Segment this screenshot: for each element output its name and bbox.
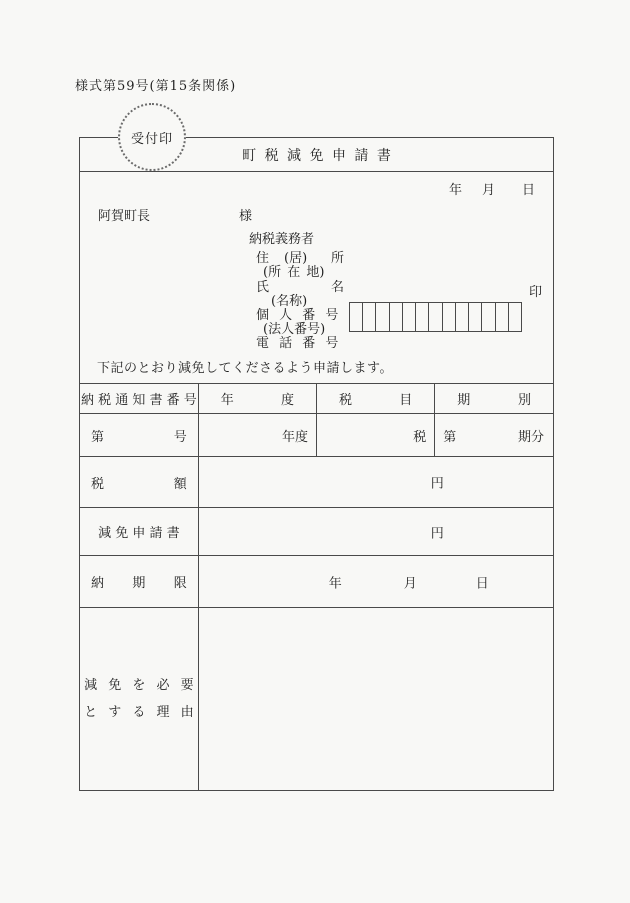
fiscal-year-cell: 年度 bbox=[198, 414, 316, 457]
exemption-label-cell: 減 免 申 請 書 bbox=[80, 508, 198, 556]
addressee-name: 阿賀町長 bbox=[98, 209, 151, 224]
number-box-cell bbox=[415, 303, 428, 331]
due-day-label: 日 bbox=[475, 576, 489, 591]
reception-stamp-label: 受付印 bbox=[130, 131, 173, 147]
number-box-cell bbox=[468, 303, 481, 331]
notice-number-row bbox=[80, 414, 553, 457]
name-label-right: 名 bbox=[331, 280, 345, 295]
reason-row bbox=[80, 608, 553, 790]
exemption-amount-row bbox=[80, 508, 553, 556]
due-date-label-cell bbox=[80, 556, 198, 608]
name-label-left: 氏 bbox=[256, 280, 270, 295]
yen-unit-label: 円 bbox=[430, 476, 444, 492]
tax-amount-row bbox=[80, 457, 553, 508]
form-upper-section bbox=[80, 172, 553, 383]
due-date-label-l: 納 bbox=[91, 576, 105, 591]
period-prefix: 第 bbox=[443, 429, 457, 445]
tax-amount-label-r: 額 bbox=[173, 476, 187, 492]
addressee-honorific: 様 bbox=[239, 209, 253, 224]
exemption-table bbox=[80, 383, 553, 790]
reason-label-line2: と す る 理 由 bbox=[84, 704, 194, 720]
header-fiscal-year bbox=[198, 384, 316, 414]
header-period-r: 別 bbox=[517, 393, 531, 408]
number-box-cell bbox=[428, 303, 441, 331]
number-box-cell bbox=[362, 303, 375, 331]
notice-number-cell bbox=[80, 414, 198, 457]
table-header-row bbox=[80, 384, 553, 414]
due-date-label-r: 限 bbox=[173, 576, 187, 591]
header-fiscal-year-r: 度 bbox=[280, 393, 294, 408]
header-tax-item-l: 税 bbox=[339, 393, 353, 408]
number-box-cell bbox=[375, 303, 388, 331]
tax-amount-label-l: 税 bbox=[91, 476, 105, 492]
date-year-label: 年 bbox=[449, 183, 463, 198]
due-date-value-cell bbox=[198, 556, 553, 608]
corporate-number-label: (法人番号) bbox=[263, 322, 326, 337]
due-month-label: 月 bbox=[403, 576, 417, 591]
reason-value-cell bbox=[198, 608, 553, 790]
tax-amount-label-cell bbox=[80, 457, 198, 508]
address-label-part2: (居) bbox=[284, 251, 308, 266]
due-year-label: 年 bbox=[328, 576, 342, 591]
due-date-row bbox=[80, 556, 553, 608]
taxpayer-heading: 納税義務者 bbox=[249, 232, 315, 247]
header-tax-item-r: 目 bbox=[399, 393, 413, 408]
phone-number-label: 電 話 番 号 bbox=[256, 336, 339, 351]
exemption-value-cell bbox=[198, 508, 553, 556]
address-label-part1: 住 bbox=[256, 251, 270, 266]
form-title: 町 税 減 免 申 請 書 bbox=[80, 138, 553, 172]
tax-item-cell: 税 bbox=[317, 414, 435, 457]
number-box-cell bbox=[495, 303, 508, 331]
name-alt-label: (名称) bbox=[271, 294, 308, 309]
number-box-cell bbox=[455, 303, 468, 331]
number-box-cell bbox=[508, 303, 521, 331]
number-box-cell bbox=[481, 303, 494, 331]
notice-number-prefix: 第 bbox=[91, 429, 105, 445]
header-notice-number: 納 税 通 知 書 番 号 bbox=[80, 384, 198, 414]
reason-label-cell bbox=[80, 608, 198, 790]
declaration-sentence: 下記のとおり減免してくださるよう申請します。 bbox=[97, 361, 393, 376]
address-alt-label: (所 在 地) bbox=[263, 265, 325, 280]
due-date-label-m: 期 bbox=[132, 576, 146, 591]
period-suffix: 期分 bbox=[517, 429, 544, 445]
number-box-cell bbox=[389, 303, 402, 331]
date-month-label: 月 bbox=[482, 183, 496, 198]
tax-amount-value-cell bbox=[198, 457, 553, 508]
seal-mark-label: 印 bbox=[529, 285, 543, 300]
header-period-l: 期 bbox=[457, 393, 471, 408]
reception-stamp-circle bbox=[118, 103, 186, 171]
form-outer-box bbox=[79, 137, 554, 791]
yen-unit-label: 円 bbox=[430, 526, 444, 541]
header-tax-item bbox=[317, 384, 435, 414]
personal-number-boxes bbox=[349, 302, 522, 332]
header-period bbox=[435, 384, 553, 414]
personal-number-label: 個 人 番 号 bbox=[256, 308, 339, 323]
notice-number-suffix: 号 bbox=[173, 429, 187, 445]
number-box-cell bbox=[402, 303, 415, 331]
address-label-part3: 所 bbox=[331, 251, 345, 266]
date-day-label: 日 bbox=[522, 183, 536, 198]
period-cell bbox=[435, 414, 553, 457]
reason-label-line1: 減 免 を 必 要 bbox=[84, 677, 194, 693]
form-number-note: 様式第59号(第15条関係) bbox=[75, 79, 237, 94]
header-fiscal-year-l: 年 bbox=[220, 393, 234, 408]
number-box-cell bbox=[350, 303, 362, 331]
number-box-cell bbox=[442, 303, 455, 331]
